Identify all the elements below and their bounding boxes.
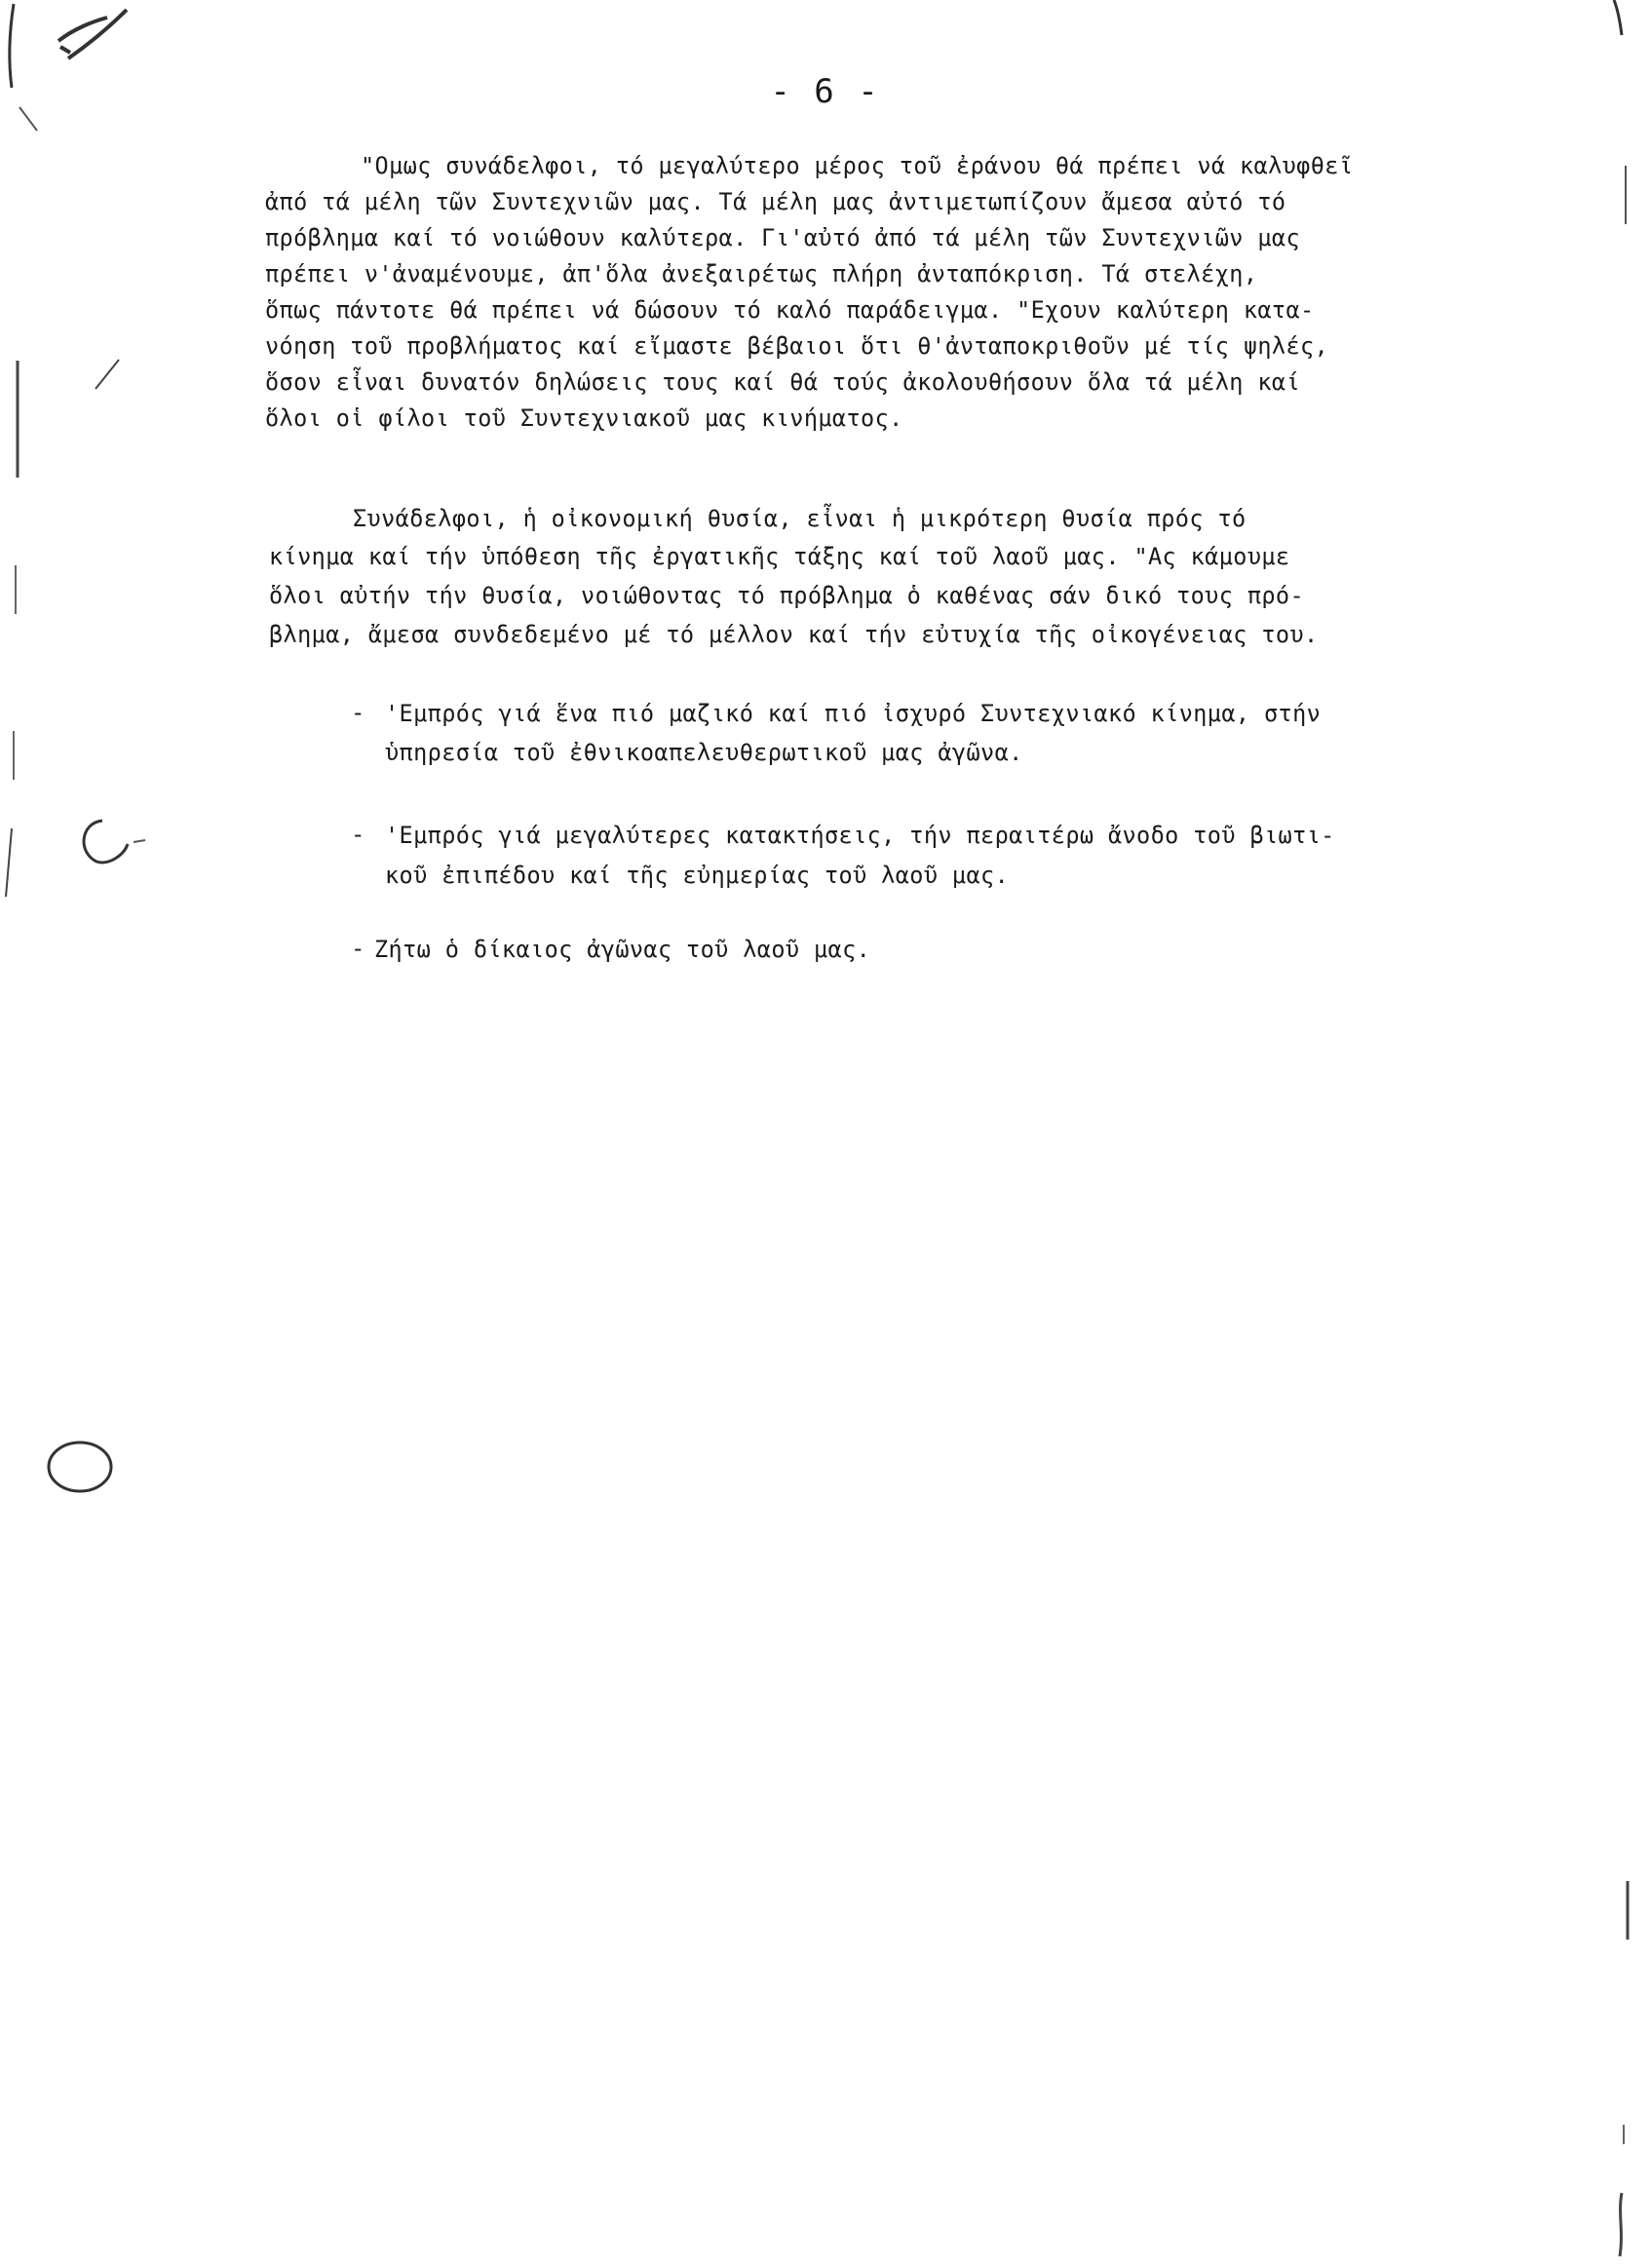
punch-hole-lower (39, 1428, 127, 1506)
text-line: ἀπό τά μέλη τῶν Συντεχνιῶν μας. Τά μέλη μας ἀντιμετωπίζουν ἄμεσα αὐτό τό (265, 188, 1286, 215)
text-line: κίνημα καί τήν ὑπόθεση τῆς ἐργατικῆς τάξης καί τοῦ λαοῦ μας. "Ας κάμουμε (269, 543, 1290, 570)
scan-margin-slash (88, 356, 127, 395)
text-line: 'Εμπρός γιά μεγαλύτερες κατακτήσεις, τήν περαιτέρω ἄνοδο τοῦ βιωτι- (385, 822, 1335, 849)
text-line: "Ομως συνάδελφοι, τό μεγαλύτερο μέρος τοῦ ἐράνου θά πρέπει νά καλυφθεῖ (361, 152, 1354, 179)
text-line: ὅλοι οἱ φίλοι τοῦ Συντεχνιακοῦ μας κινήματος. (265, 404, 903, 432)
dash-bullet: - (351, 699, 365, 726)
page-number: - 6 - (770, 72, 880, 111)
text-line: ὅσον εἶναι δυνατόν δηλώσεις τους καί θά τούς ἀκολουθήσουν ὅλα τά μέλη καί (265, 368, 1301, 396)
scan-right-edge-marks (1589, 0, 1650, 2268)
text-line: ὅπως πάντοτε θά πρέπει νά δώσουν τό καλό παράδειγμα. "Εχουν καλύτερη κατα- (265, 296, 1315, 324)
text-line: 'Εμπρός γιά ἕνα πιό μαζικό καί πιό ἰσχυρό Συντεχνιακό κίνημα, στήν (385, 700, 1322, 727)
text-line: βλημα, ἄμεσα συνδεδεμένο μέ τό μέλλον καί τήν εὐτυχία τῆς οἰκογένειας του. (269, 621, 1319, 648)
text-line: κοῦ ἐπιπέδου καί τῆς εὐημερίας τοῦ λαοῦ μας. (385, 862, 1010, 889)
text-line: νόηση τοῦ προβλήματος καί εἴμαστε βέβαιοι ὅτι θ'ἀνταποκριθοῦν μέ τίς ψηλές, (265, 332, 1329, 360)
dash-bullet: - (351, 935, 365, 962)
text-line: ὅλοι αὐτήν τήν θυσία, νοιώθοντας τό πρόβλημα ὁ καθένας σάν δικό τους πρό- (269, 582, 1305, 609)
text-line: Ζήτω ὁ δίκαιος ἀγῶνας τοῦ λαοῦ μας. (374, 936, 871, 963)
dash-bullet: - (351, 821, 365, 848)
punch-hole-upper (63, 809, 171, 887)
text-line: Συνάδελφοι, ἡ οἰκονομική θυσία, εἶναι ἡ μικρότερη θυσία πρός τό (353, 505, 1247, 532)
text-line: ὑπηρεσία τοῦ ἐθνικοαπελευθερωτικοῦ μας ἀγῶνα. (385, 739, 1023, 766)
text-line: πρέπει ν'ἀναμένουμε, ἀπ'ὅλα ἀνεξαιρέτως πλήρη ἀνταπόκριση. Τά στελέχη, (265, 260, 1258, 288)
text-line: πρόβλημα καί τό νοιώθουν καλύτερα. Γι'αὐτό ἀπό τά μέλη τῶν Συντεχνιῶν μας (265, 224, 1301, 251)
scan-left-edge-marks (0, 156, 39, 1033)
